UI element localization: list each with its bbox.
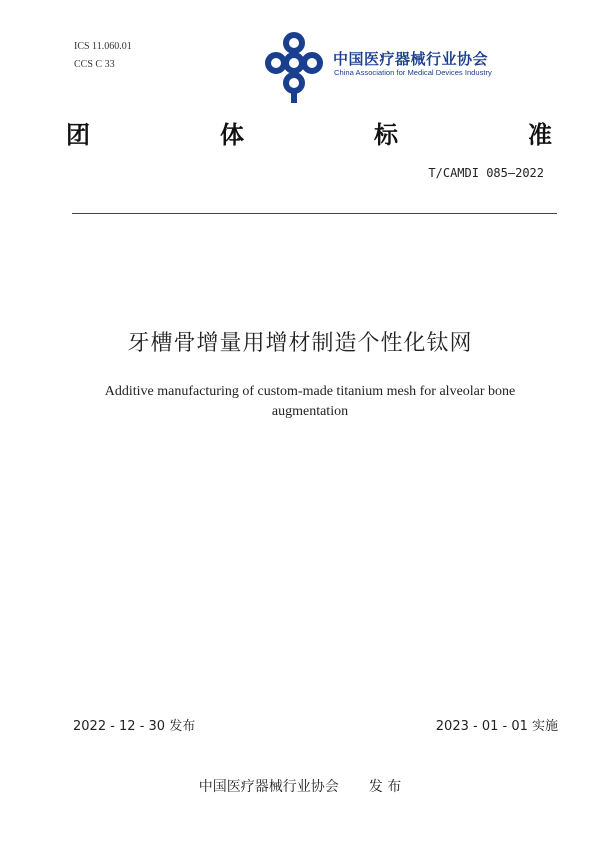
classification-codes [74, 38, 132, 74]
org-name-en: China Association for Medical Devices Industry [334, 68, 492, 77]
org-name-cn: 中国医疗器械行业协会 [333, 50, 489, 68]
header-divider [72, 213, 557, 214]
standard-number: T/CAMDI 085—2022 [428, 166, 544, 180]
release-date: 2022 - 12 - 30 发布 [73, 719, 196, 734]
heading-char: 标 [374, 121, 398, 149]
title-english: Additive manufacturing of custom-made titanium mesh for alveolar bone augmentation [104, 384, 516, 419]
ics-code: ICS 11.060.01 [74, 41, 132, 52]
publish-action: 发 布 [368, 779, 402, 795]
heading-char: 团 [66, 121, 90, 149]
heading-char: 体 [220, 121, 244, 149]
publisher-name: 中国医疗器械行业协会 [198, 779, 339, 795]
publisher-line [0, 776, 600, 796]
ccs-code: CCS C 33 [74, 59, 115, 70]
document-type-heading [66, 115, 552, 150]
heading-char: 准 [528, 121, 552, 149]
association-logo-icon [262, 30, 326, 106]
title-chinese: 牙槽骨增量用增材制造个性化钛网 [127, 331, 473, 356]
implementation-date: 2023 - 01 - 01 实施 [435, 719, 558, 734]
